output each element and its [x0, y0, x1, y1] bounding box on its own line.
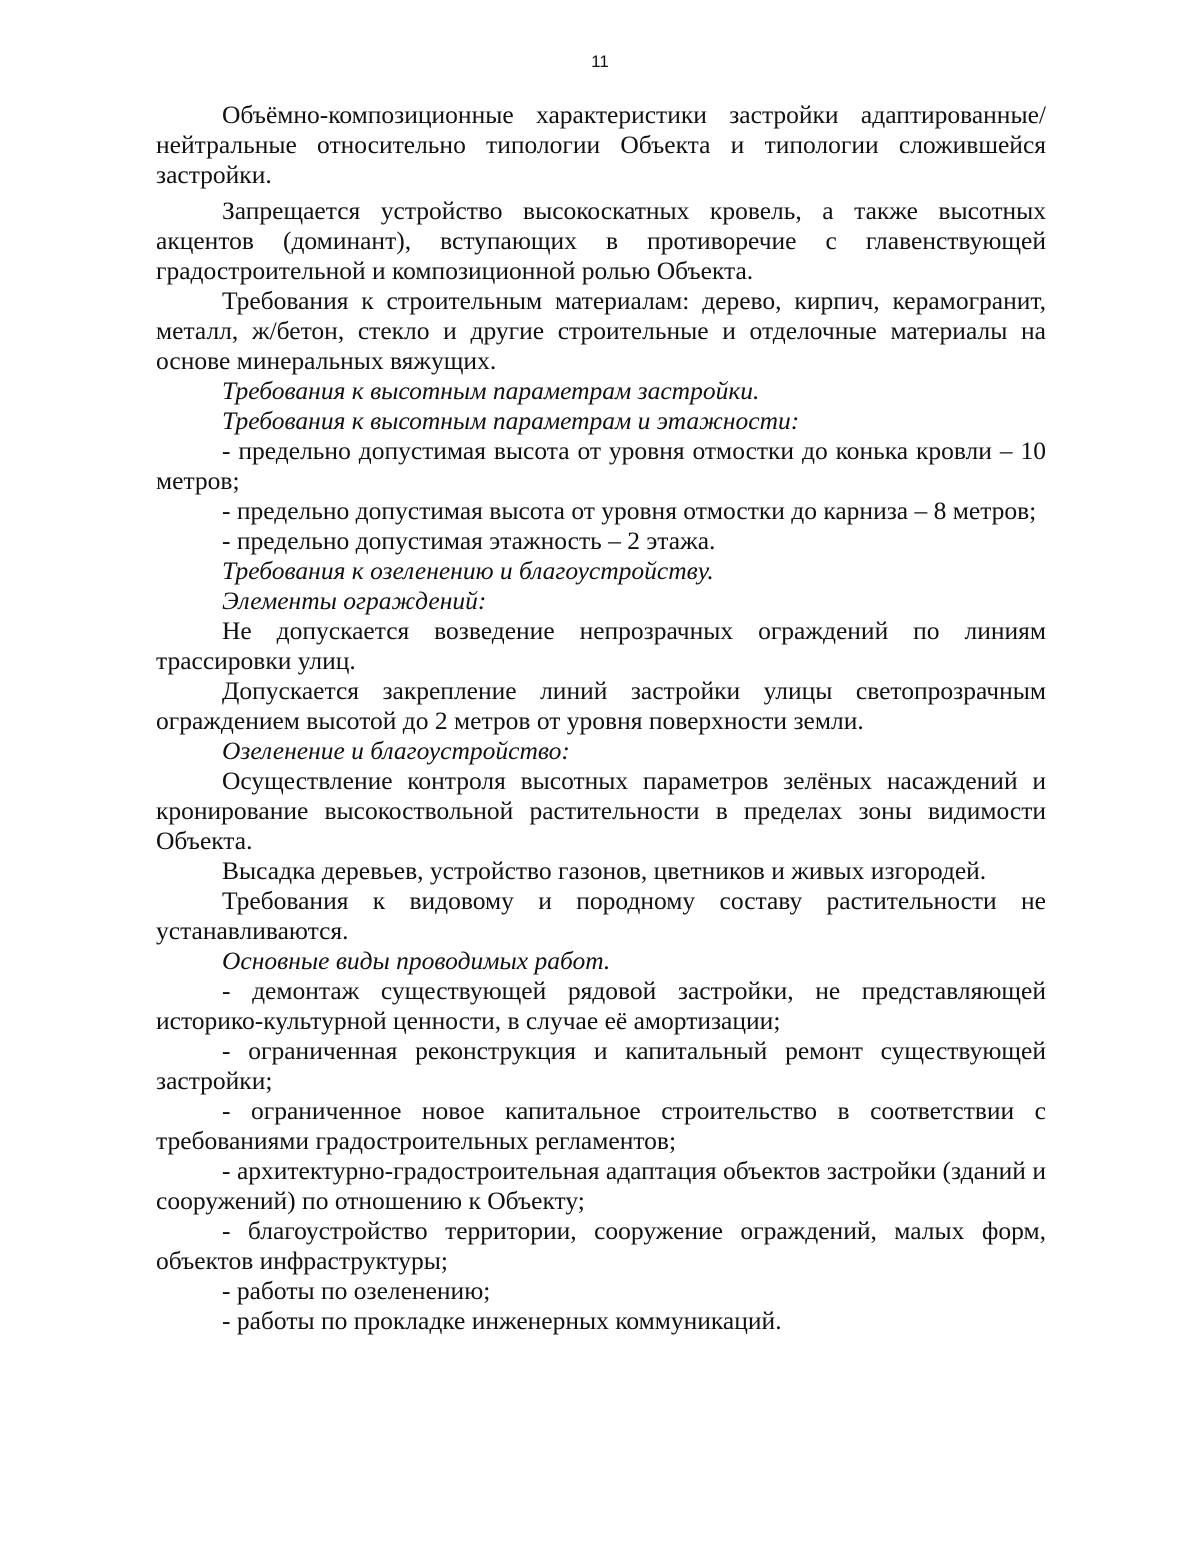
paragraph: Осуществление контроля высотных параметров зелёных насаждений и кронирование высокоствольной растительности в пределах зоны видимости Объекта.	[156, 766, 1046, 855]
section-heading: Требования к озеленению и благоустройству.	[222, 556, 714, 585]
list-item: - работы по озеленению;	[222, 1276, 491, 1305]
paragraph: Не допускается возведение непрозрачных ограждений по линиям трассировки улиц.	[156, 616, 1046, 675]
page-number: 11	[591, 52, 609, 71]
list-item: - архитектурно-градостроительная адаптация объектов застройки (зданий и сооружений) по отношению к Объекту;	[156, 1156, 1046, 1215]
list-item: - благоустройство территории, сооружение ограждений, малых форм, объектов инфраструктуры;	[156, 1216, 1046, 1275]
section-heading: Требования к высотным параметрам и этажности:	[222, 406, 800, 435]
document-body	[156, 100, 1046, 1336]
paragraph: Объёмно-композиционные характеристики застройки адаптированные/нейтральные относительно типологии Объекта и типологии сложившейся застройки.	[156, 100, 1046, 189]
paragraph: Требования к строительным материалам: дерево, кирпич, керамогранит, металл, ж/бетон, стекло и другие строительные и отделочные материалы на основе минеральных вяжущих.	[156, 286, 1046, 375]
section-heading: Озеленение и благоустройство:	[222, 736, 570, 765]
paragraph: Требования к видовому и породному составу растительности не устанавливаются.	[156, 886, 1046, 945]
paragraph: Запрещается устройство высокоскатных кровель, а также высотных акцентов (доминант), вступающих в противоречие с главенствующей градостроительной и композиционной ролью Объекта.	[156, 196, 1046, 285]
section-heading: Требования к высотным параметрам застройки.	[222, 376, 760, 405]
list-item: - предельно допустимая высота от уровня отмостки до конька кровли – 10 метров;	[156, 436, 1046, 495]
list-item: - работы по прокладке инженерных коммуникаций.	[222, 1306, 782, 1335]
list-item: - предельно допустимая этажность – 2 этажа.	[222, 526, 716, 555]
section-heading: Основные виды проводимых работ.	[222, 946, 611, 975]
section-heading: Элементы ограждений:	[222, 586, 487, 615]
list-item: - предельно допустимая высота от уровня отмостки до карниза – 8 метров;	[222, 496, 1037, 525]
paragraph: Допускается закрепление линий застройки улицы светопрозрачным ограждением высотой до 2 метров от уровня поверхности земли.	[156, 676, 1046, 735]
list-item: - ограниченная реконструкция и капитальный ремонт существующей застройки;	[156, 1036, 1046, 1095]
list-item: - ограниченное новое капитальное строительство в соответствии с требованиями градостроительных регламентов;	[156, 1096, 1046, 1155]
paragraph: Высадка деревьев, устройство газонов, цветников и живых изгородей.	[222, 856, 987, 885]
list-item: - демонтаж существующей рядовой застройки, не представляющей историко-культурной ценности, в случае её амортизации;	[156, 976, 1046, 1035]
